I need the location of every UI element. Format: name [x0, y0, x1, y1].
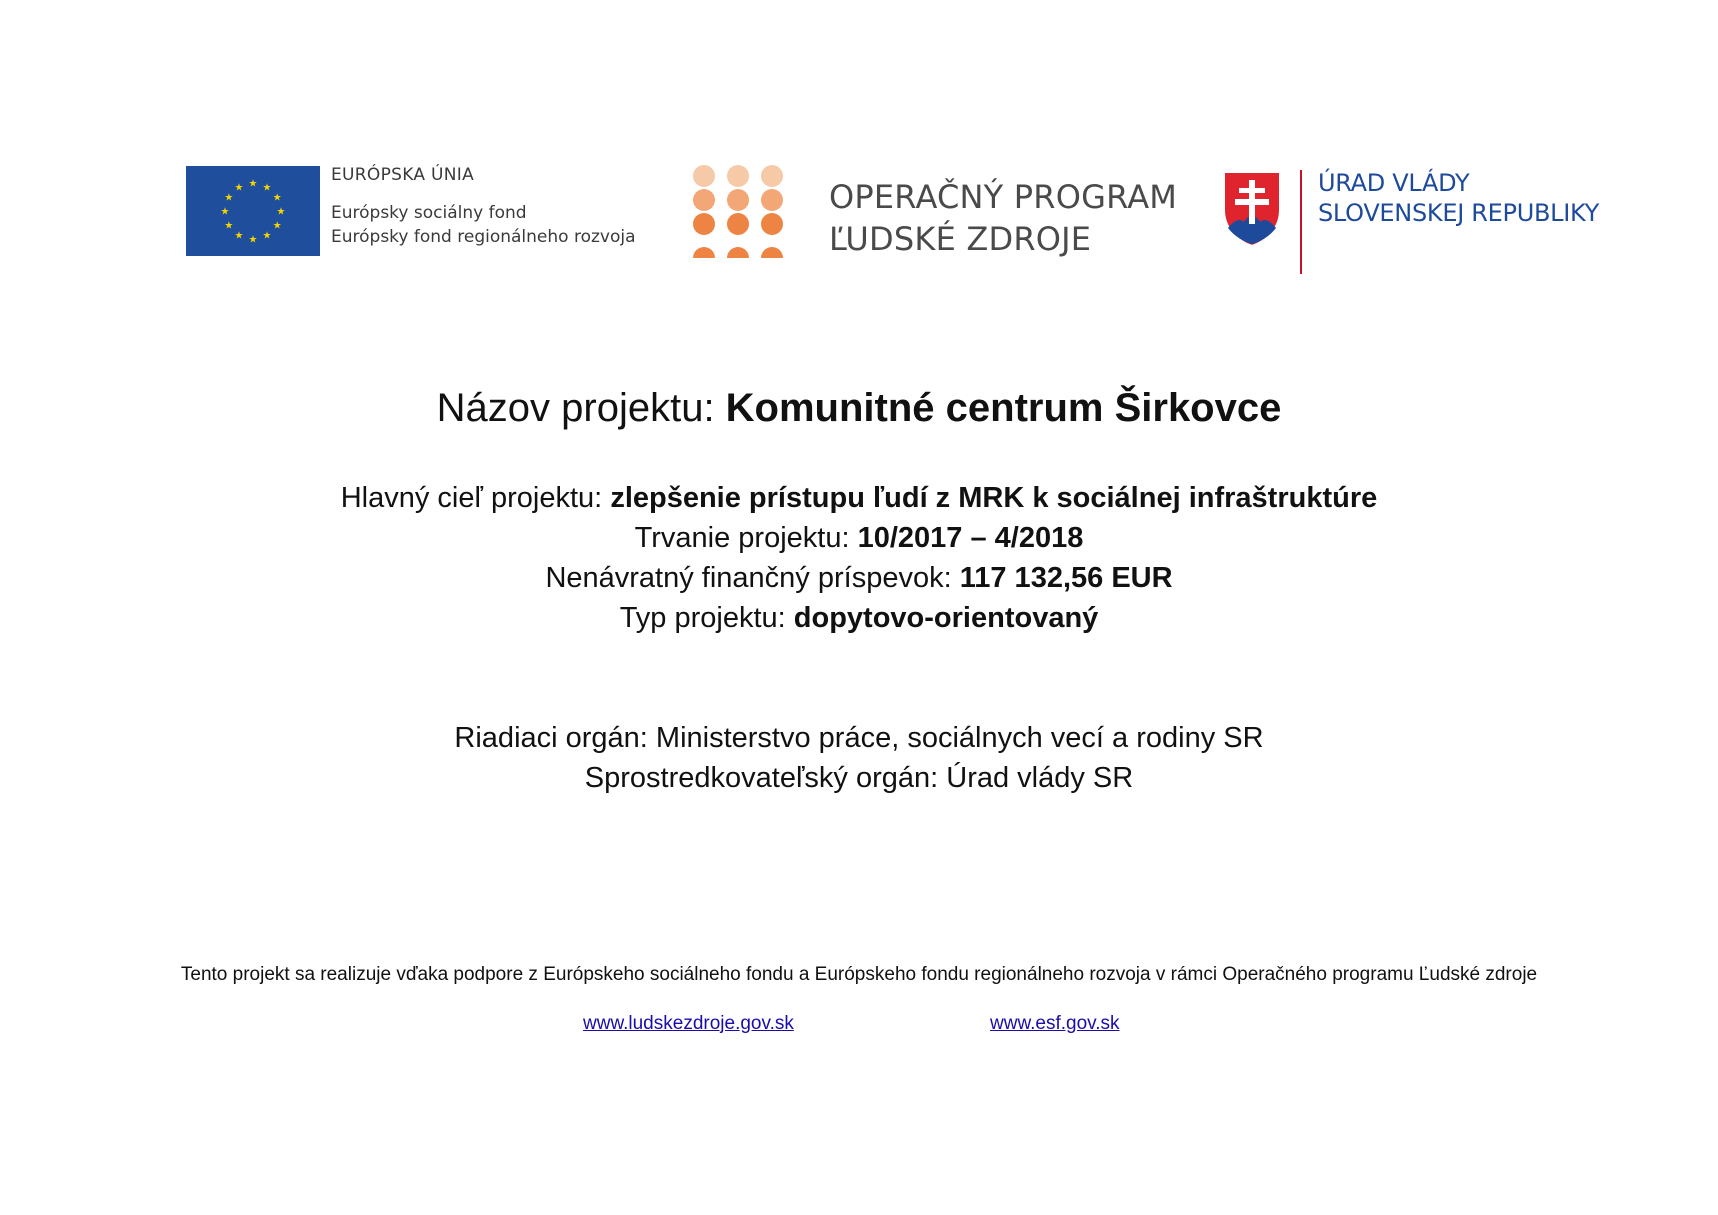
project-name — [0, 386, 1718, 431]
op-logo-line1: OPERAČNÝ PROGRAM — [829, 178, 1178, 216]
slovak-coat-of-arms-icon — [1222, 170, 1282, 248]
op-dot-icon — [693, 213, 715, 235]
op-logo-line2: ĽUDSKÉ ZDROJE — [829, 220, 1092, 258]
project-goal-label: Hlavný cieľ projektu: — [340, 482, 611, 514]
project-grant-value: 117 132,56 EUR — [959, 562, 1173, 594]
eu-star-icon: ★ — [234, 230, 244, 242]
project-duration-value: 10/2017 – 4/2018 — [857, 522, 1084, 554]
eu-star-icon: ★ — [248, 178, 258, 190]
eu-star-icon: ★ — [262, 182, 272, 194]
managing-authority: Riadiaci orgán: Ministerstvo práce, sociálnych vecí a rodiny SR — [454, 722, 1264, 754]
gov-logo-line1: ÚRAD VLÁDY — [1318, 169, 1470, 197]
project-duration-label: Trvanie projektu: — [634, 522, 858, 554]
eu-flag-logo — [186, 166, 320, 256]
project-grant-label: Nenávratný finančný príspevok: — [545, 562, 960, 594]
op-half-dot-icon — [727, 247, 749, 258]
eu-logo-erdf: Európsky fond regionálneho rozvoja — [331, 227, 636, 247]
eu-logo-text — [331, 165, 636, 249]
eu-star-icon: ★ — [272, 220, 282, 232]
project-type — [0, 598, 1718, 638]
op-dot-icon — [761, 213, 783, 235]
eu-star-icon: ★ — [234, 182, 244, 194]
eu-star-icon: ★ — [248, 234, 258, 246]
project-goal-value: zlepšenie prístupu ľudí z MRK k sociálnej infraštruktúre — [610, 482, 1378, 514]
project-goal — [0, 478, 1718, 518]
eu-star-icon: ★ — [276, 206, 286, 218]
eu-star-icon: ★ — [272, 192, 282, 204]
op-dot-group — [693, 165, 783, 258]
op-dot-icon — [727, 213, 749, 235]
eu-star-icon: ★ — [220, 206, 230, 218]
eu-logo-title: EURÓPSKA ÚNIA — [331, 165, 475, 185]
op-dot-icon — [761, 165, 783, 187]
project-name-value: Komunitné centrum Širkovce — [725, 386, 1282, 430]
project-organs — [0, 718, 1718, 798]
op-dot-icon — [693, 189, 715, 211]
op-dot-icon — [727, 165, 749, 187]
gov-logo-text — [1318, 168, 1599, 228]
funding-statement: Tento projekt sa realizuje vďaka podpore z Európskeho sociálneho fondu a Európskeho fondu regionálneho rozvoja v rámci Operačného programu Ľudské zdroje — [180, 964, 1538, 985]
eu-logo-esf: Európsky sociálny fond — [331, 203, 527, 223]
ludskezdroje-link[interactable]: www.ludskezdroje.gov.sk — [583, 1013, 794, 1034]
intermediate-body: Sprostredkovateľský orgán: Úrad vlády SR — [584, 762, 1134, 794]
esf-link[interactable]: www.esf.gov.sk — [990, 1013, 1120, 1034]
eu-star-icon: ★ — [224, 192, 234, 204]
project-grant — [0, 558, 1718, 598]
op-dot-icon — [693, 165, 715, 187]
project-duration — [0, 518, 1718, 558]
project-name-label: Názov projektu: — [436, 386, 726, 430]
project-type-value: dopytovo-orientovaný — [793, 602, 1099, 634]
op-logo-text — [829, 176, 1177, 260]
project-type-label: Typ projektu: — [619, 602, 794, 634]
eu-star-icon: ★ — [224, 220, 234, 232]
op-half-dot-icon — [693, 247, 715, 258]
op-dots-logo — [690, 164, 790, 260]
project-info — [0, 478, 1718, 638]
gov-logo-line2: SLOVENSKEJ REPUBLIKY — [1318, 199, 1599, 227]
eu-star-icon: ★ — [262, 230, 272, 242]
op-half-dot-icon — [761, 247, 783, 258]
gov-logo-divider — [1300, 170, 1302, 274]
op-dot-icon — [761, 189, 783, 211]
op-dot-icon — [727, 189, 749, 211]
